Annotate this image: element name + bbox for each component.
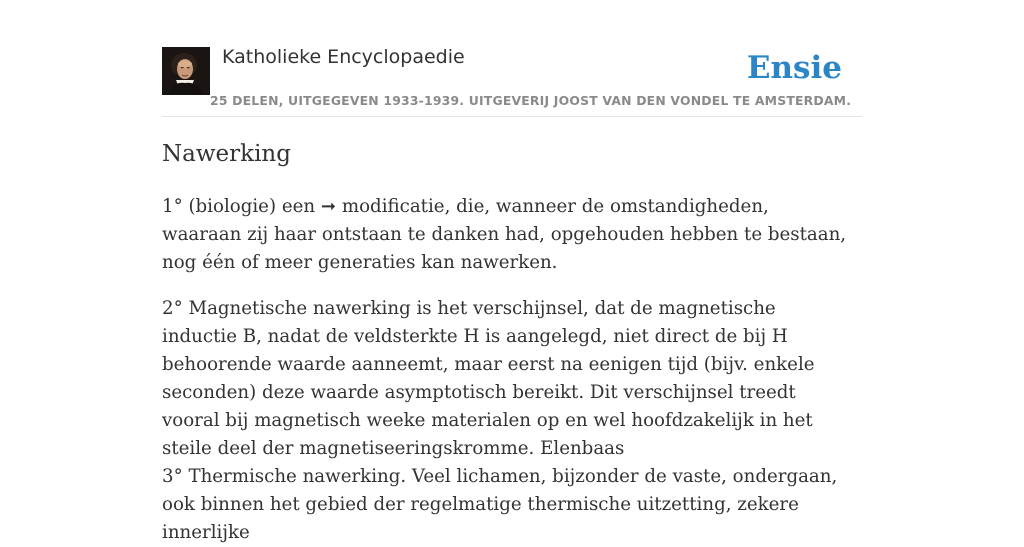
entry-paragraph: 3° Thermische nawerking. Veel lichamen, bijzonder de vaste, ondergaan, ook binnen het gebied der regelmatige thermische uitzetting, zekere innerlijke xyxy=(162,466,838,543)
entry-paragraph: 2° Magnetische nawerking is het verschijnsel, dat de magnetische inductie B, nadat de veldsterkte H is aangelegd, niet direct de bij H behoorende waarde aanneemt, maar eerst na eenigen tijd (bijv. enkele seconden) deze waarde asymptotisch bereikt. Dit verschijnsel treedt vooral bij magnetisch weeke materialen op en wel hoofdzakelijk in het steile deel der magnetiseeringskromme. Elenbaas xyxy=(162,298,815,459)
portrait-icon xyxy=(162,47,210,95)
ensie-logo[interactable]: Ensie xyxy=(746,50,842,86)
entry-content xyxy=(162,138,852,547)
entry-title: Nawerking xyxy=(162,141,291,167)
source-avatar[interactable] xyxy=(162,47,210,95)
source-header xyxy=(162,0,862,117)
entry-paragraph: 1° (biologie) een ➞ modificatie, die, wanneer de omstandigheden, waaraan zij haar ontstaan te danken had, opgehouden hebben te bestaan, nog één of meer generaties kan nawerken. xyxy=(162,196,847,273)
source-meta: 25 DELEN, UITGEGEVEN 1933-1939. UITGEVERIJ JOOST VAN DEN VONDEL TE AMSTERDAM. xyxy=(210,93,852,108)
source-title[interactable]: Katholieke Encyclopaedie xyxy=(222,46,465,68)
